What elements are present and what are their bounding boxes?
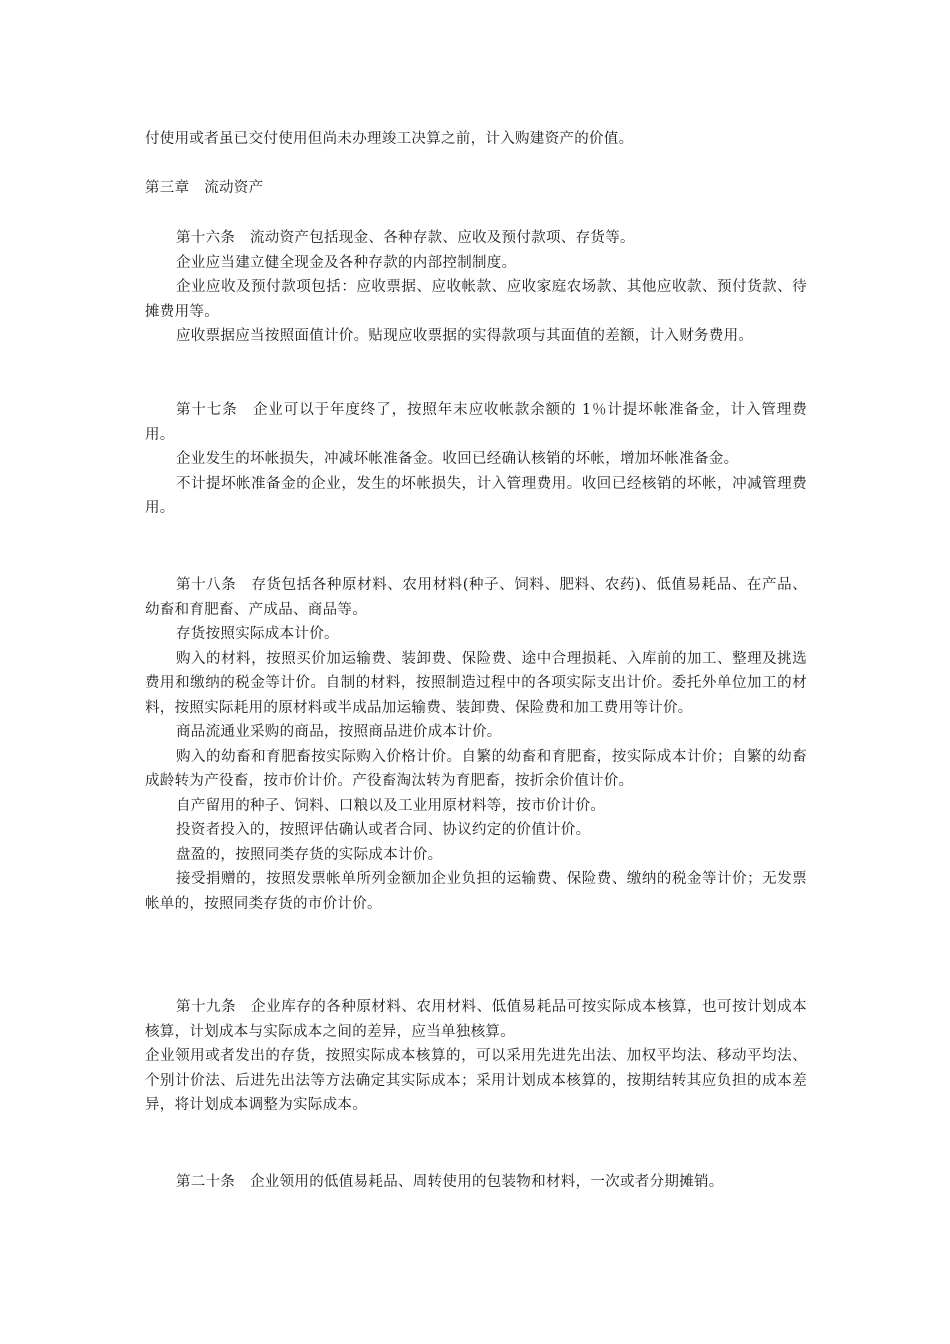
paragraph: 企业应当建立健全现金及各种存款的内部控制制度。 bbox=[176, 254, 517, 271]
paragraph: 企业领用或者发出的存货，按照实际成本核算的，可以采用先进先出法、加权平均法、移动平均法、个别计价法、后进先出法等方法确定其实际成本；采用计划成本核算的，按期结转其应负担的成本差异，将计划成本调整为实际成本。 bbox=[145, 1048, 807, 1113]
paragraph: 存货按照实际成本计价。 bbox=[176, 626, 339, 642]
chapter-heading: 第三章 流动资产 bbox=[145, 180, 264, 196]
paragraph: 投资者投入的，按照评估确认或者合同、协议约定的价值计价。 bbox=[176, 822, 591, 838]
article-17 bbox=[145, 398, 807, 521]
article-16 bbox=[145, 226, 807, 349]
article-18-title-paragraph: 第十八条 存货包括各种原材料、农用材料(种子、饲料、肥料、农药)、低值易耗品、在产品、幼畜和育肥畜、产成品、商品等。 bbox=[145, 577, 807, 618]
paragraph: 购入的材料，按照买价加运输费、装卸费、保险费、途中合理损耗、入库前的加工、整理及挑选费用和缴纳的税金等计价。自制的材料，按照制造过程中的各项实际支出计价。委托外单位加工的材料，按照实际耗用的原材料或半成品加运输费、装卸费、保险费和加工费用等计价。 bbox=[145, 650, 807, 716]
article-17-title-paragraph: 第十七条 企业可以于年度终了，按照年末应收帐款余额的 1％计提坏帐准备金，计入管理费用。 bbox=[145, 402, 807, 443]
paragraph: 商品流通业采购的商品，按照商品进价成本计价。 bbox=[176, 724, 502, 740]
intro-paragraph bbox=[145, 127, 807, 152]
paragraph: 企业发生的坏帐损失，冲减坏帐准备金。收回已经确认核销的坏帐，增加坏帐准备金。 bbox=[176, 451, 739, 467]
article-19 bbox=[145, 995, 807, 1118]
paragraph: 盘盈的，按照同类存货的实际成本计价。 bbox=[176, 846, 443, 863]
paragraph: 企业应收及预付款项包括：应收票据、应收帐款、应收家庭农场款、其他应收款、预付货款、待摊费用等。 bbox=[145, 279, 807, 320]
article-20-title-paragraph: 第二十条 企业领用的低值易耗品、周转使用的包装物和材料，一次或者分期摊销。 bbox=[176, 1174, 724, 1190]
paragraph: 购入的幼畜和育肥畜按实际购入价格计价。自繁的幼畜和育肥畜，按实际成本计价；自繁的幼畜成龄转为产役畜，按市价计价。产役畜淘汰转为育肥畜，按折余价值计价。 bbox=[145, 748, 807, 789]
paragraph: 接受捐赠的，按照发票帐单所列金额加企业负担的运输费、保险费、缴纳的税金等计价；无发票帐单的，按照同类存货的市价计价。 bbox=[145, 871, 807, 912]
paragraph: 自产留用的种子、饲料、口粮以及工业用原材料等，按市价计价。 bbox=[176, 797, 606, 814]
paragraph: 付使用或者虽已交付使用但尚未办理竣工决算之前，计入购建资产的价值。 bbox=[145, 131, 634, 147]
article-16-title-paragraph: 第十六条 流动资产包括现金、各种存款、应收及预付款项、存货等。 bbox=[176, 230, 635, 246]
article-19-title-paragraph: 第十九条 企业库存的各种原材料、农用材料、低值易耗品可按实际成本核算，也可按计划成本核算，计划成本与实际成本之间的差异，应当单独核算。 bbox=[145, 999, 807, 1040]
article-18 bbox=[145, 573, 807, 916]
paragraph: 应收票据应当按照面值计价。贴现应收票据的实得款项与其面值的差额，计入财务费用。 bbox=[176, 328, 754, 344]
article-20 bbox=[145, 1170, 807, 1195]
paragraph: 不计提坏帐准备金的企业，发生的坏帐损失，计入管理费用。收回已经核销的坏帐，冲减管理费用。 bbox=[145, 475, 807, 516]
